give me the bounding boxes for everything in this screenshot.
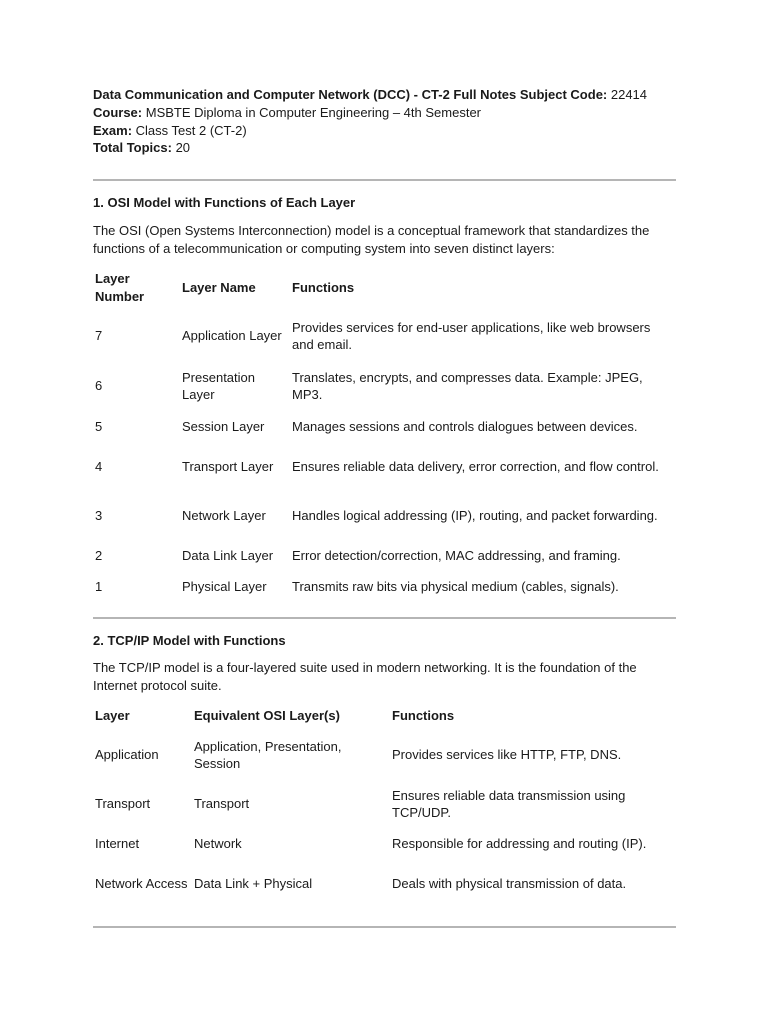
table-cell: Translates, encrypts, and compresses data. Example: JPEG, MP3. <box>292 369 643 402</box>
table-cell: Error detection/correction, MAC addressing, and framing. <box>292 548 621 564</box>
tcpip-table-header <box>93 705 676 727</box>
tcpip-header-cell: Functions <box>392 708 455 724</box>
table-cell: 1 <box>95 579 103 595</box>
table-row <box>93 366 676 406</box>
osi-header-cell: Functions <box>292 279 355 295</box>
table-cell: 7 <box>95 328 103 344</box>
osi-table <box>93 269 676 607</box>
table-cell: Transport <box>95 796 151 812</box>
osi-intro: The OSI (Open Systems Interconnection) model is a conceptual framework that standardizes the functions of a telecommunication or computing system into seven distinct layers: <box>93 223 650 256</box>
table-cell: Provides services for end-user applications, like web browsers and email. <box>292 319 651 352</box>
tcpip-section-title: 2. TCP/IP Model with Functions <box>93 633 286 648</box>
table-cell: Application, Presentation, Session <box>194 738 342 771</box>
table-cell: Responsible for addressing and routing (IP). <box>392 836 647 852</box>
table-cell: 4 <box>95 459 103 475</box>
osi-section-title: 1. OSI Model with Functions of Each Layer <box>93 195 356 210</box>
table-cell: Session Layer <box>182 418 265 434</box>
table-cell: Network Layer <box>182 508 266 524</box>
table-row <box>93 487 676 545</box>
tcpip-table <box>93 705 676 905</box>
table-cell: Handles logical addressing (IP), routing, and packet forwarding. <box>292 508 658 524</box>
divider-2 <box>93 617 676 619</box>
osi-header-cell: Layer Number <box>95 271 145 304</box>
table-cell: 5 <box>95 418 103 434</box>
table-row <box>93 863 676 905</box>
document-title: Data Communication and Computer Network (DCC) - CT-2 Full Notes Subject Code: <box>93 87 608 102</box>
table-cell: 3 <box>95 508 103 524</box>
divider-3 <box>93 926 676 928</box>
table-row <box>93 447 676 487</box>
table-cell: Application Layer <box>182 328 282 344</box>
osi-header-cell: Layer Name <box>182 279 256 295</box>
subject-code: 22414 <box>607 87 648 102</box>
table-row <box>93 727 676 783</box>
table-cell: Transmits raw bits via physical medium (cables, signals). <box>292 579 619 595</box>
topics-label: Total Topics: <box>93 140 172 155</box>
exam-label: Exam: <box>93 123 133 138</box>
table-cell: Manages sessions and controls dialogues between devices. <box>292 418 638 434</box>
document-title-line <box>93 86 647 104</box>
tcpip-header-cell: Layer <box>95 708 130 724</box>
course-value: MSBTE Diploma in Computer Engineering – 4th Semester <box>142 105 482 120</box>
exam-value: Class Test 2 (CT-2) <box>132 123 247 138</box>
tcpip-header-cell: Equivalent OSI Layer(s) <box>194 708 340 724</box>
table-cell: Deals with physical transmission of data. <box>392 876 627 892</box>
course-label: Course: <box>93 105 143 120</box>
table-cell: Provides services like HTTP, FTP, DNS. <box>392 747 622 763</box>
table-cell: Network <box>194 836 242 852</box>
table-cell: Transport <box>194 796 250 812</box>
table-cell: Transport Layer <box>182 459 274 475</box>
table-row <box>93 306 676 366</box>
topics-value: 20 <box>171 140 191 155</box>
table-cell: 2 <box>95 548 103 564</box>
table-cell: Application <box>95 747 159 763</box>
table-row <box>93 825 676 863</box>
table-row <box>93 567 676 607</box>
exam-line <box>93 122 247 140</box>
osi-table-header <box>93 269 676 306</box>
table-cell: Data Link Layer <box>182 548 274 564</box>
tcpip-intro: The TCP/IP model is a four-layered suite used in modern networking. It is the foundation of the Internet protocol suite. <box>93 660 637 693</box>
table-cell: Physical Layer <box>182 579 267 595</box>
course-line <box>93 104 481 122</box>
table-cell: Ensures reliable data transmission using TCP/UDP. <box>392 787 626 820</box>
table-cell: Presentation Layer <box>182 369 255 402</box>
table-cell: Data Link + Physical <box>194 876 313 892</box>
table-cell: Ensures reliable data delivery, error correction, and flow control. <box>292 459 659 475</box>
table-row <box>93 783 676 825</box>
table-row <box>93 545 676 567</box>
table-cell: Network Access <box>95 876 188 892</box>
table-cell: Internet <box>95 836 140 852</box>
divider-1 <box>93 179 676 181</box>
topics-line <box>93 139 190 157</box>
table-row <box>93 406 676 447</box>
table-cell: 6 <box>95 378 103 394</box>
